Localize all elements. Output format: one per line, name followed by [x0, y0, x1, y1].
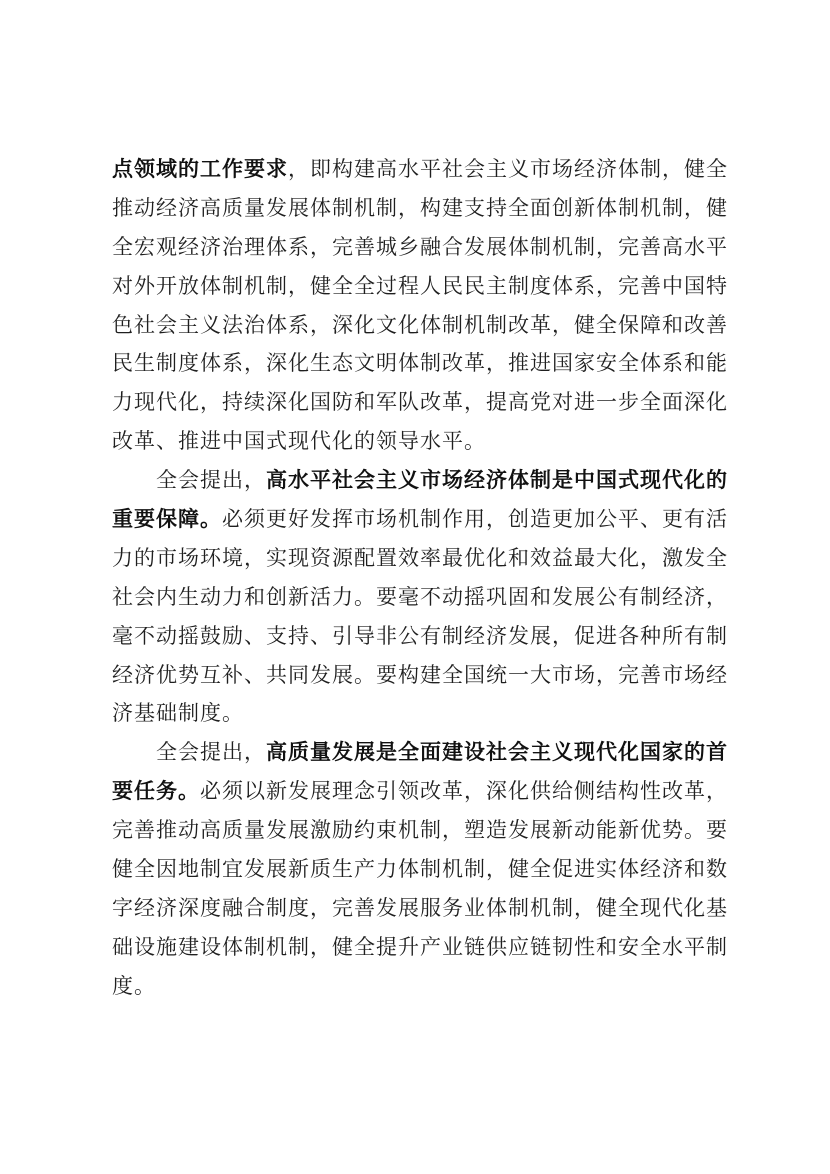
text-line — [112, 383, 728, 422]
paragraph-market-economy — [112, 461, 728, 733]
text-line — [112, 500, 728, 539]
body-text: 健全因地制宜发展新质生产力体制机制，健全促进实体经济和数 — [112, 857, 728, 882]
text-line — [112, 928, 728, 967]
body-text: 推动经济高质量发展体制机制，构建支持全面创新体制机制，健 — [112, 195, 728, 220]
text-line — [112, 967, 728, 1006]
bold-text: 高水平社会主义市场经济体制是中国式现代化的 — [266, 468, 728, 493]
body-text: 力的市场环境，实现资源配置效率最优化和效益最大化，激发全 — [112, 545, 728, 570]
body-text: 础设施建设体制机制，健全提升产业链供应链韧性和安全水平制 — [112, 934, 728, 959]
text-line — [112, 344, 728, 383]
text-line — [112, 306, 728, 345]
text-line — [112, 578, 728, 617]
body-text: 必须更好发挥市场机制作用，创造更加公平、更有活 — [222, 507, 728, 532]
text-line — [112, 850, 728, 889]
bold-text: 点领域的工作要求 — [112, 157, 288, 181]
body-text: 完善推动高质量发展激励约束机制，塑造发展新动能新优势。要 — [112, 818, 728, 843]
body-text: 济基础制度。 — [112, 701, 244, 726]
body-text: 度。 — [112, 973, 156, 998]
body-text: 改革、推进中国式现代化的领导水平。 — [112, 429, 486, 454]
text-line — [112, 694, 728, 733]
text-line — [112, 422, 728, 461]
text-line — [112, 733, 728, 772]
bold-text: 高质量发展是全面建设社会主义现代化国家的首 — [266, 740, 728, 765]
text-line — [112, 539, 728, 578]
body-text: ，即构建高水平社会主义市场经济体制，健全 — [288, 157, 728, 181]
body-text: 社会内生动力和创新活力。要毫不动摇巩固和发展公有制经济， — [112, 584, 728, 609]
paragraph-high-quality-development — [112, 733, 728, 1005]
text-line — [112, 656, 728, 695]
text-line — [112, 228, 728, 267]
body-text: 色社会主义法治体系，深化文化体制机制改革，健全保障和改善 — [112, 312, 728, 337]
text-line — [112, 889, 728, 928]
body-text: 字经济深度融合制度，完善发展服务业体制机制，健全现代化基 — [112, 895, 728, 920]
body-text: 全宏观经济治理体系，完善城乡融合发展体制机制，完善高水平 — [112, 234, 728, 259]
bold-text: 重要保障。 — [112, 507, 222, 532]
text-line — [112, 150, 728, 189]
paragraph-work-requirements — [112, 150, 728, 461]
text-line — [112, 772, 728, 811]
text-line — [112, 267, 728, 306]
body-text: 毫不动摇鼓励、支持、引导非公有制经济发展，促进各种所有制 — [112, 623, 728, 648]
body-text: 民生制度体系，深化生态文明体制改革，推进国家安全体系和能 — [112, 351, 728, 376]
text-line — [112, 617, 728, 656]
text-line — [112, 811, 728, 850]
body-text: 经济优势互补、共同发展。要构建全国统一大市场，完善市场经 — [112, 662, 728, 687]
body-text: 全会提出， — [156, 740, 266, 765]
bold-text: 要任务。 — [112, 779, 200, 804]
body-text: 对外开放体制机制，健全全过程人民民主制度体系，完善中国特 — [112, 273, 728, 298]
body-text: 必须以新发展理念引领改革，深化供给侧结构性改革， — [200, 779, 728, 804]
text-line — [112, 189, 728, 228]
document-body — [112, 150, 728, 1006]
body-text: 力现代化，持续深化国防和军队改革，提高党对进一步全面深化 — [112, 390, 728, 415]
body-text: 全会提出， — [156, 468, 266, 493]
text-line — [112, 461, 728, 500]
